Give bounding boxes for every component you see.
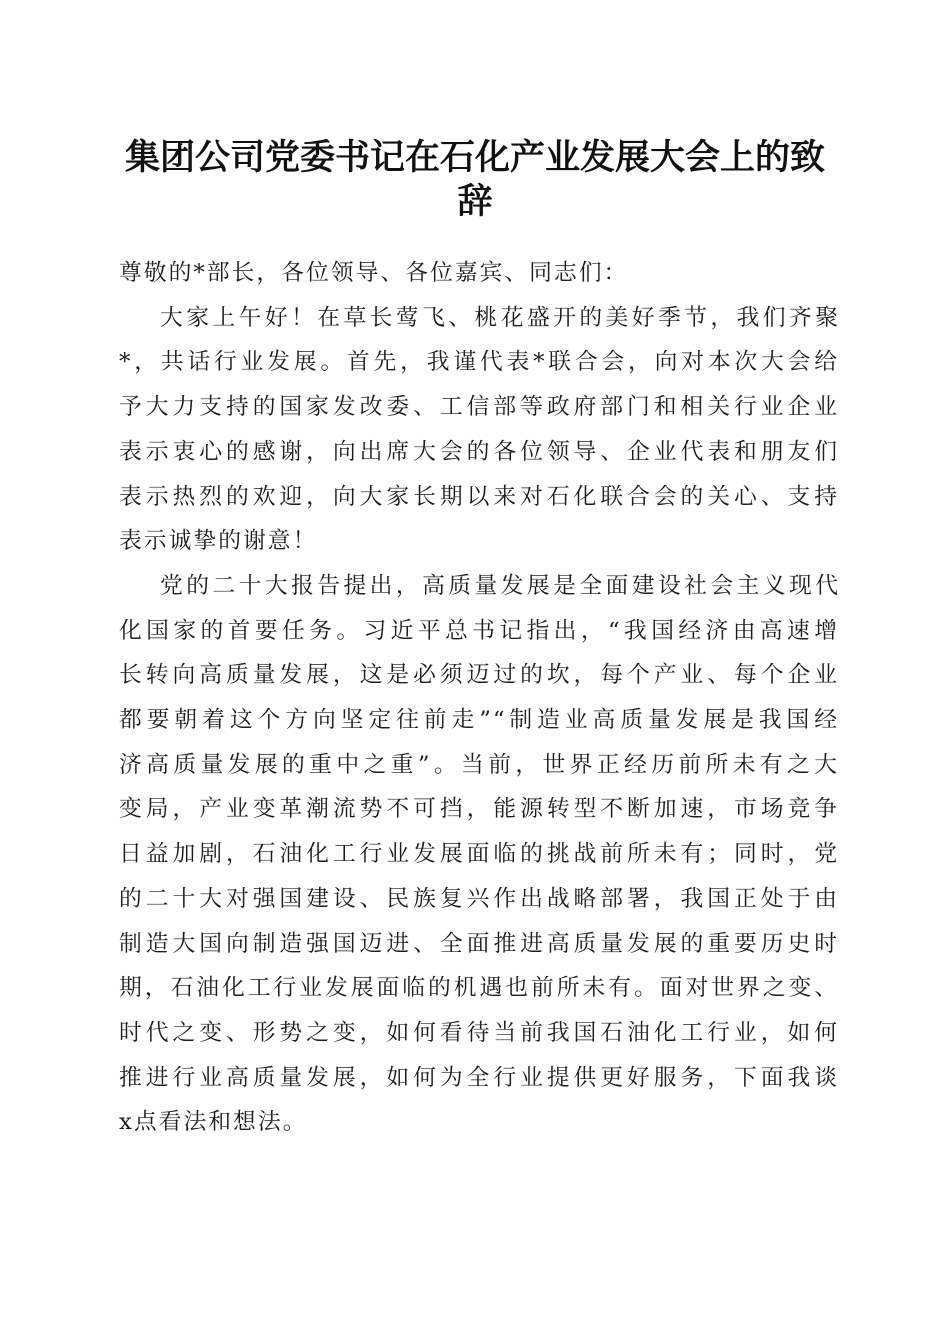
body-line: 济高质量发展的重中之重”。当前，世界正经历前所未有之大 [119, 751, 839, 778]
body-line: 期，石油化工行业发展面临的机遇也前所未有。面对世界之变、 [119, 975, 839, 1002]
body-line: 予大力支持的国家发改委、工信部等政府部门和相关行业企业 [119, 394, 839, 421]
body-line: 日益加剧，石油化工行业发展面临的挑战前所未有；同时，党 [119, 841, 839, 868]
body-line: 都要朝着这个方向坚定往前走”“制造业高质量发展是我国经 [119, 707, 839, 733]
body-line: 推进行业高质量发展，如何为全行业提供更好服务，下面我谈 [119, 1064, 839, 1091]
body-line: 党的二十大报告提出，高质量发展是全面建设社会主义现代 [160, 572, 840, 599]
body-line: 长转向高质量发展，这是必须迈过的坎，每个产业、每个企业 [119, 662, 839, 689]
document-title-line-2: 辞 [457, 181, 493, 222]
body-line: 大家上午好！在草长莺飞、桃花盛开的美好季节，我们齐聚 [160, 304, 840, 331]
body-line: 变局，产业变革潮流势不可挡，能源转型不断加速，市场竞争 [119, 796, 839, 823]
body-line: 表示诚挚的谢意！ [119, 528, 318, 555]
body-line: 时代之变、形势之变，如何看待当前我国石油化工行业，如何 [119, 1019, 839, 1046]
body-line: 表示衷心的感谢，向出席大会的各位领导、企业代表和朋友们 [119, 438, 839, 465]
body-line: x点看法和想法。 [119, 1109, 308, 1136]
body-line: 制造大国向制造强国迈进、全面推进高质量发展的重要历史时 [119, 930, 839, 957]
body-line: 表示热烈的欢迎，向大家长期以来对石化联合会的关心、支持 [119, 483, 839, 510]
body-line: 化国家的首要任务。习近平总书记指出，“我国经济由高速增 [119, 617, 839, 644]
body-line: 的二十大对强国建设、民族复兴作出战略部署，我国正处于由 [119, 885, 839, 912]
body-line: *，共话行业发展。首先，我谨代表*联合会，向对本次大会给 [119, 349, 839, 376]
document-title-line-1: 集团公司党委书记在石化产业发展大会上的致 [124, 137, 825, 178]
body-line: 尊敬的*部长，各位领导、各位嘉宾、同志们： [119, 260, 629, 286]
